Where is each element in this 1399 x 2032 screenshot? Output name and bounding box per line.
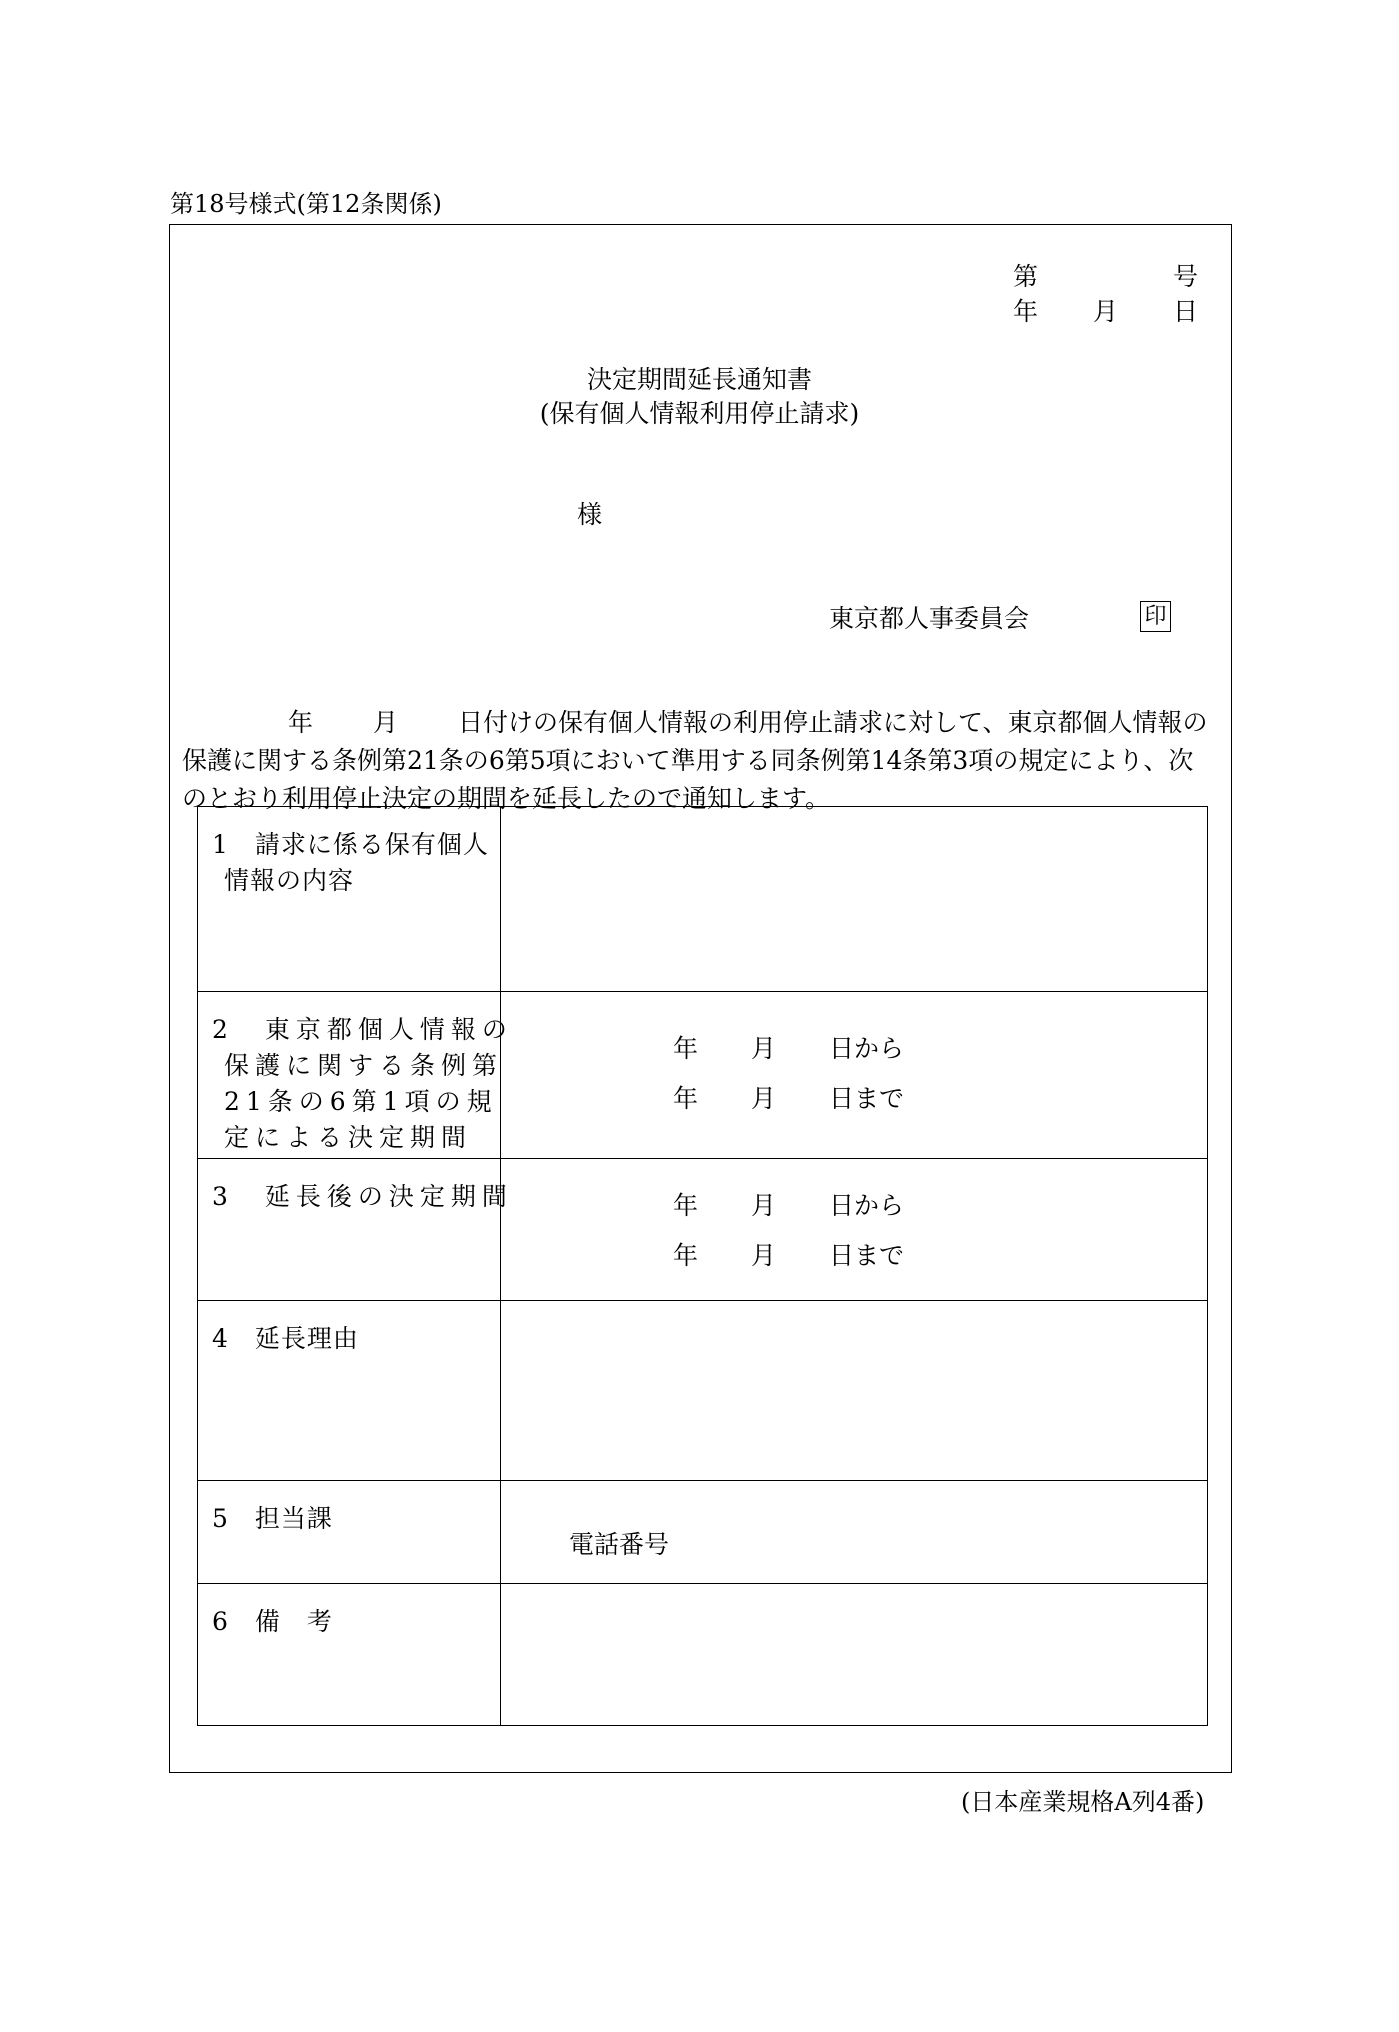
item-2-label-line: 定による決定期間	[224, 1123, 473, 1152]
extended-period-to	[673, 1243, 904, 1268]
phone-number-label: 電話番号	[569, 1530, 670, 1559]
table-row	[198, 807, 1208, 992]
item-2-label-line: 2 東京都個人情報の	[212, 1015, 513, 1044]
label-cell	[198, 1584, 501, 1726]
period-from	[673, 1036, 904, 1061]
extended-from-day: 日から	[829, 1191, 905, 1220]
item-3-label	[212, 1179, 513, 1215]
notice-line-2: 保護に関する条例第21条の6第5項において準用する同条例第14条第3項の規定により、次	[182, 746, 1194, 775]
table-row	[198, 1481, 1208, 1584]
table-row	[198, 1301, 1208, 1481]
item-6-label	[212, 1604, 333, 1640]
details-table	[197, 806, 1208, 1726]
period-to-day: 日まで	[829, 1084, 905, 1113]
extended-from-year: 年	[673, 1191, 699, 1220]
item-6-value-cell[interactable]	[501, 1584, 1208, 1726]
extended-period-from	[673, 1193, 904, 1218]
issue-date-day: 日	[1173, 297, 1199, 326]
issue-date-year: 年	[1013, 297, 1039, 326]
extended-from-month: 月	[751, 1191, 777, 1220]
period-to	[673, 1086, 904, 1111]
item-4-label	[212, 1321, 359, 1357]
label-cell	[198, 1301, 501, 1481]
document-number-suffix: 号	[1173, 262, 1199, 291]
form-number: 第18号様式(第12条関係)	[170, 190, 442, 218]
notice-line-1	[182, 704, 1232, 742]
extended-to-year: 年	[673, 1241, 699, 1270]
item-4-label-line: 4 延長理由	[212, 1324, 359, 1353]
period-from-year: 年	[673, 1034, 699, 1063]
notice-line-3: のとおり利用停止決定の期間を延長したので通知します。	[182, 784, 831, 813]
request-date-year: 年	[288, 708, 314, 737]
addressee-honorific: 様	[577, 500, 603, 529]
period-to-year: 年	[673, 1084, 699, 1113]
item-1-label-line: 情報の内容	[224, 866, 355, 895]
item-1-label-line: 1 請求に係る保有個人	[212, 830, 489, 859]
notice-line-1-text: 日付けの保有個人情報の利用停止請求に対して、東京都個人情報の	[458, 708, 1208, 737]
item-2-value-cell[interactable]	[501, 992, 1208, 1159]
table-row	[198, 1159, 1208, 1301]
item-2-label-line: 21条の6第1項の規	[224, 1087, 498, 1116]
document-number-label: 第	[1013, 262, 1039, 291]
table-row	[198, 992, 1208, 1159]
issue-date-month: 月	[1093, 297, 1119, 326]
label-cell	[198, 1481, 501, 1584]
item-3-label-line: 3 延長後の決定期間	[212, 1182, 513, 1211]
period-to-month: 月	[751, 1084, 777, 1113]
item-1-label	[212, 827, 489, 899]
item-2-label-line: 保護に関する条例第	[224, 1051, 504, 1080]
item-6-label-line: 6 備 考	[212, 1607, 333, 1636]
sender-name: 東京都人事委員会	[829, 604, 1030, 633]
label-cell	[198, 1159, 513, 1301]
document-title: 決定期間延長通知書	[586, 365, 812, 394]
table-row	[198, 1584, 1208, 1726]
document-subtitle: (保有個人情報利用停止請求)	[539, 399, 860, 428]
label-cell	[198, 992, 513, 1159]
label-cell	[198, 807, 501, 992]
item-3-value-cell[interactable]	[501, 1159, 1208, 1301]
notice-body	[182, 704, 1232, 818]
item-5-value-cell[interactable]	[501, 1481, 1208, 1584]
item-2-label	[212, 1012, 513, 1156]
paper-size-note: (日本産業規格A列4番)	[961, 1788, 1205, 1816]
seal-mark: 印	[1140, 601, 1171, 632]
request-date-month: 月	[373, 708, 399, 737]
extended-to-day: 日まで	[829, 1241, 905, 1270]
period-from-day: 日から	[829, 1034, 905, 1063]
extended-to-month: 月	[751, 1241, 777, 1270]
item-4-value-cell[interactable]	[501, 1301, 1208, 1481]
period-from-month: 月	[751, 1034, 777, 1063]
item-1-value-cell[interactable]	[501, 807, 1208, 992]
item-5-label	[212, 1501, 333, 1537]
item-5-label-line: 5 担当課	[212, 1504, 333, 1533]
